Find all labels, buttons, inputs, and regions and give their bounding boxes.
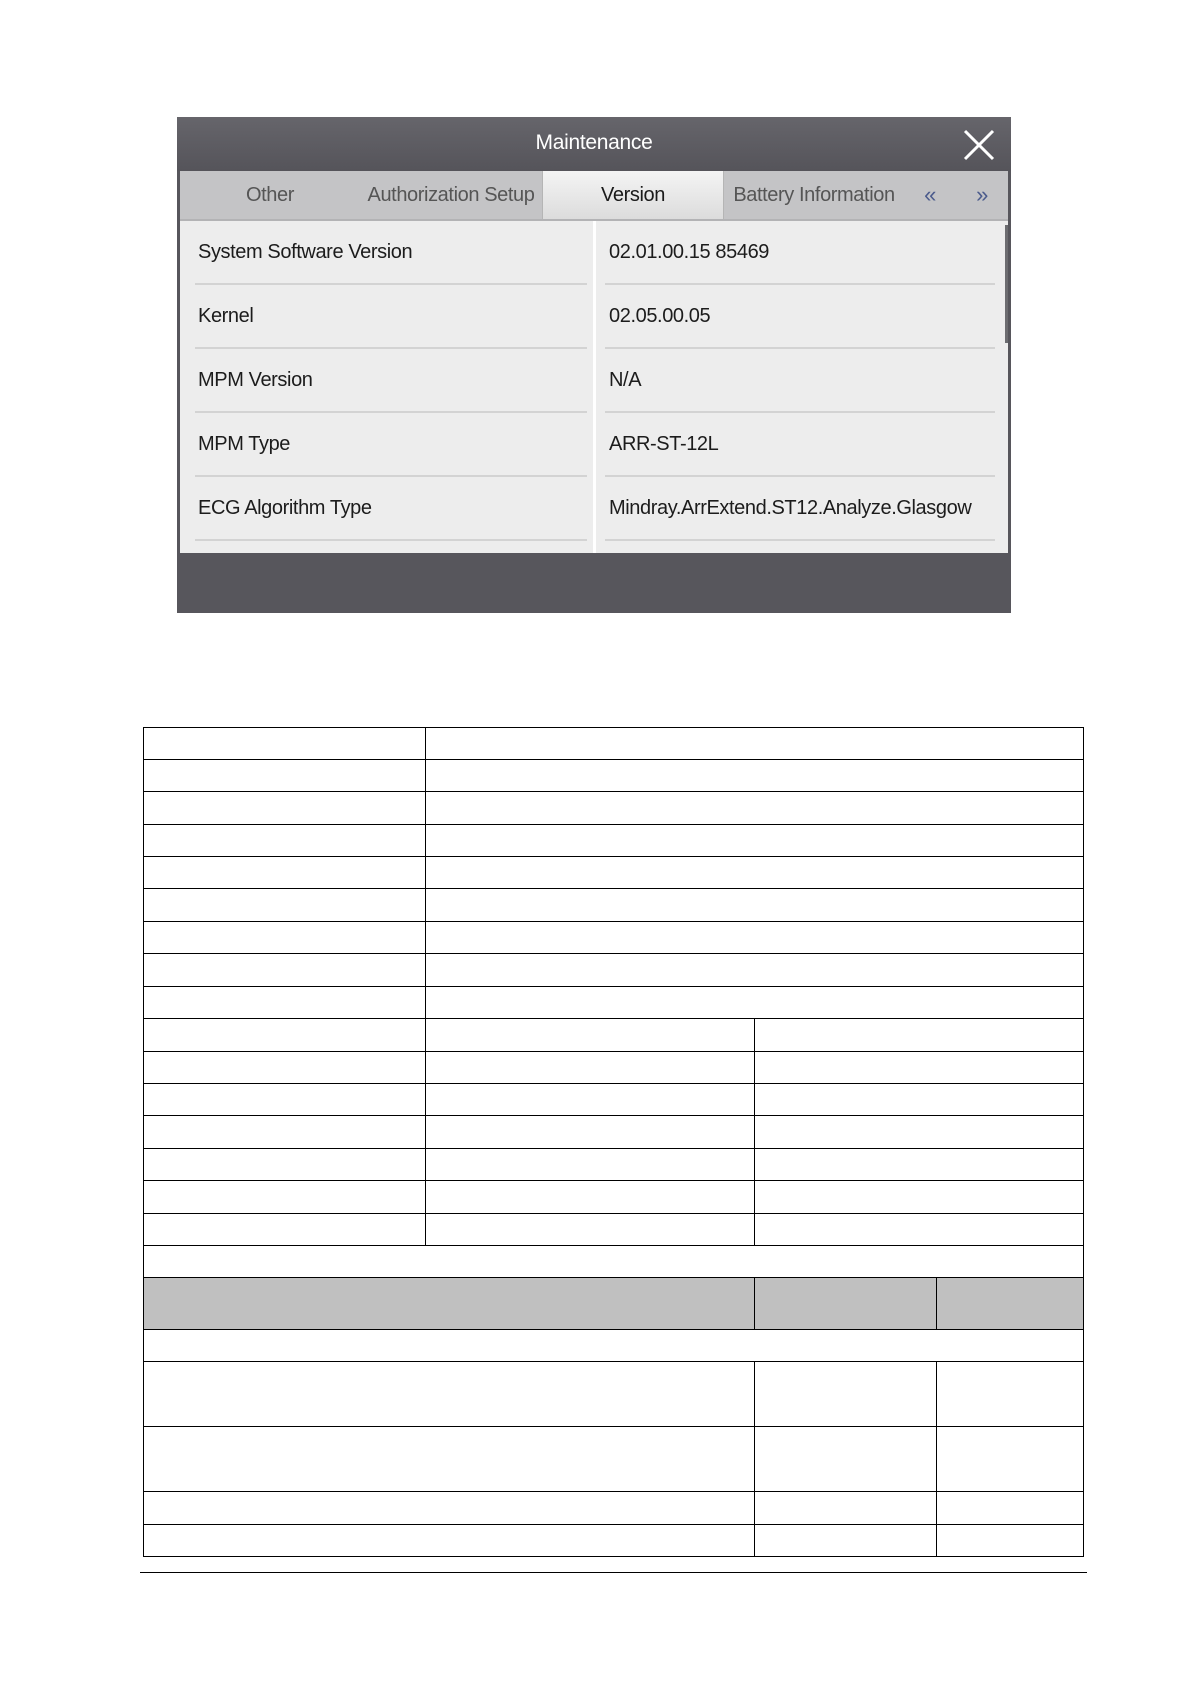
- table-column-border: [754, 1361, 755, 1556]
- row-value-ecg-algorithm-type: Mindray.ArrExtend.ST12.Analyze.Glasgow: [605, 477, 995, 541]
- table-column-border: [1083, 727, 1084, 1557]
- table-row-border: [143, 1361, 1083, 1362]
- table-row-border: [143, 1051, 1083, 1052]
- row-label-ecg-algorithm-type: ECG Algorithm Type: [195, 477, 587, 541]
- tab-bar: [180, 171, 1008, 221]
- table-row-border: [143, 1018, 1083, 1019]
- table-row-border: [143, 1556, 1083, 1557]
- table-row-border: [143, 986, 1083, 987]
- tab-other[interactable]: Other: [245, 183, 295, 206]
- row-value-system-software-version: 02.01.00.15 85469: [605, 221, 995, 285]
- column-divider: [593, 221, 596, 553]
- row-label-kernel: Kernel: [195, 285, 587, 349]
- table-column-border: [143, 727, 144, 1556]
- row-label-mpm-type: MPM Type: [195, 413, 587, 477]
- table-row-border: [143, 921, 1083, 922]
- table-column-border: [425, 727, 426, 1245]
- dialog-title: Maintenance: [535, 131, 653, 154]
- table-row-border: [143, 727, 1083, 728]
- tab-prev-arrow-icon[interactable]: «: [924, 182, 936, 207]
- table-row-border: [143, 1524, 1083, 1525]
- table-column-border: [936, 1361, 937, 1556]
- table-column-border: [754, 1277, 755, 1329]
- table-row-border: [143, 1329, 1083, 1330]
- version-info-panel: [180, 221, 1008, 553]
- page-footer-rule: [140, 1572, 1087, 1573]
- table-row-border: [143, 791, 1083, 792]
- title-bar: [177, 117, 1011, 171]
- row-value-mpm-version: N/A: [605, 349, 995, 413]
- table-row-border: [143, 1083, 1083, 1084]
- table-row-border: [143, 1115, 1083, 1116]
- table-row-border: [143, 1148, 1083, 1149]
- table-row-border: [143, 953, 1083, 954]
- table-row-border: [143, 856, 1083, 857]
- tab-battery-information[interactable]: Battery Information: [733, 183, 895, 206]
- maintenance-dialog: [177, 117, 1011, 613]
- table-column-border: [754, 1018, 755, 1245]
- table-row-border: [143, 1491, 1083, 1492]
- table-row-border: [143, 1213, 1083, 1214]
- table-header-row: [143, 1277, 1083, 1329]
- tab-version[interactable]: Version: [542, 171, 724, 219]
- close-icon[interactable]: [961, 127, 997, 163]
- tab-next-arrow-icon[interactable]: »: [976, 182, 988, 207]
- table-row-border: [143, 888, 1083, 889]
- table-row-border: [143, 1180, 1083, 1181]
- row-value-kernel: 02.05.00.05: [605, 285, 995, 349]
- scrollbar[interactable]: [1005, 225, 1008, 343]
- table-column-border: [936, 1277, 937, 1329]
- row-value-mpm-type: ARR-ST-12L: [605, 413, 995, 477]
- row-label-mpm-version: MPM Version: [195, 349, 587, 413]
- tab-authorization-setup[interactable]: Authorization Setup: [367, 183, 535, 206]
- dialog-footer: [177, 553, 1011, 613]
- table-row-border: [143, 1245, 1083, 1246]
- table-row-border: [143, 759, 1083, 760]
- row-label-system-software-version: System Software Version: [195, 221, 587, 285]
- table-row-border: [143, 1426, 1083, 1427]
- table-row-border: [143, 824, 1083, 825]
- table-row-border: [143, 1277, 1083, 1278]
